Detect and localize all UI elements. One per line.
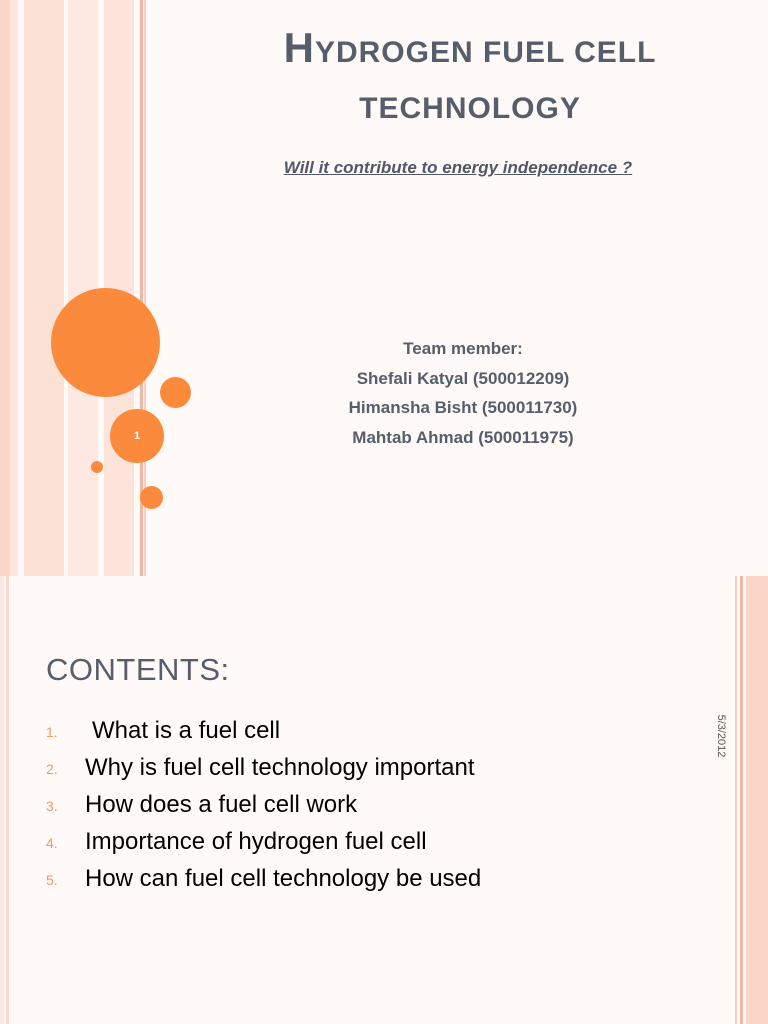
slide-number: 1 — [133, 430, 141, 442]
decor-stripe — [10, 0, 18, 576]
decor-circle-medium — [160, 377, 191, 408]
slide-title — [220, 20, 720, 137]
title-line-2: TECHNOLOGY — [359, 92, 581, 125]
slide-subtitle: Will it contribute to energy independence ? — [283, 158, 633, 177]
list-item — [46, 749, 686, 786]
decor-circle-large — [51, 288, 160, 397]
list-text: Why is fuel cell technology important — [85, 754, 475, 781]
decor-stripe — [0, 576, 4, 1024]
decor-circle-small — [91, 461, 103, 473]
team-member: Shefali Katyal (500012209) — [356, 368, 570, 388]
decor-stripe — [746, 576, 768, 1024]
list-text: Importance of hydrogen fuel cell — [85, 828, 427, 855]
list-number: 4. — [46, 835, 58, 851]
team-member: Mahtab Ahmad (500011975) — [352, 427, 574, 447]
contents-heading: CONTENTS: — [46, 652, 230, 687]
decor-stripe — [0, 0, 10, 576]
list-item — [46, 823, 686, 860]
list-text: How can fuel cell technology be used — [85, 865, 482, 892]
decor-stripe — [740, 576, 743, 1024]
list-number: 5. — [46, 872, 58, 888]
list-item — [46, 712, 686, 749]
title-line-1 — [220, 20, 720, 81]
decor-stripe — [24, 0, 64, 576]
team-heading: Team member: — [403, 339, 523, 358]
list-number: 3. — [46, 798, 58, 814]
decor-stripe — [6, 576, 9, 1024]
slide-date — [706, 706, 736, 766]
title-initial: H — [283, 24, 315, 71]
list-item — [46, 860, 686, 897]
decor-stripe — [68, 0, 98, 576]
slide-number-badge — [110, 409, 164, 463]
list-number: 1. — [46, 724, 58, 740]
list-item — [46, 786, 686, 823]
team-member: Himansha Bisht (500011730) — [348, 398, 578, 417]
decor-stripe — [735, 576, 737, 1024]
list-text: What is a fuel cell — [92, 717, 281, 744]
list-number: 2. — [46, 761, 58, 777]
title-line-1-rest: YDROGEN FUEL CELL — [314, 36, 657, 69]
list-text: How does a fuel cell work — [85, 791, 358, 818]
decor-circle-small — [140, 486, 163, 509]
contents-list — [46, 712, 686, 897]
date-text: 5/3/2012 — [715, 714, 727, 758]
team-block — [300, 334, 626, 452]
